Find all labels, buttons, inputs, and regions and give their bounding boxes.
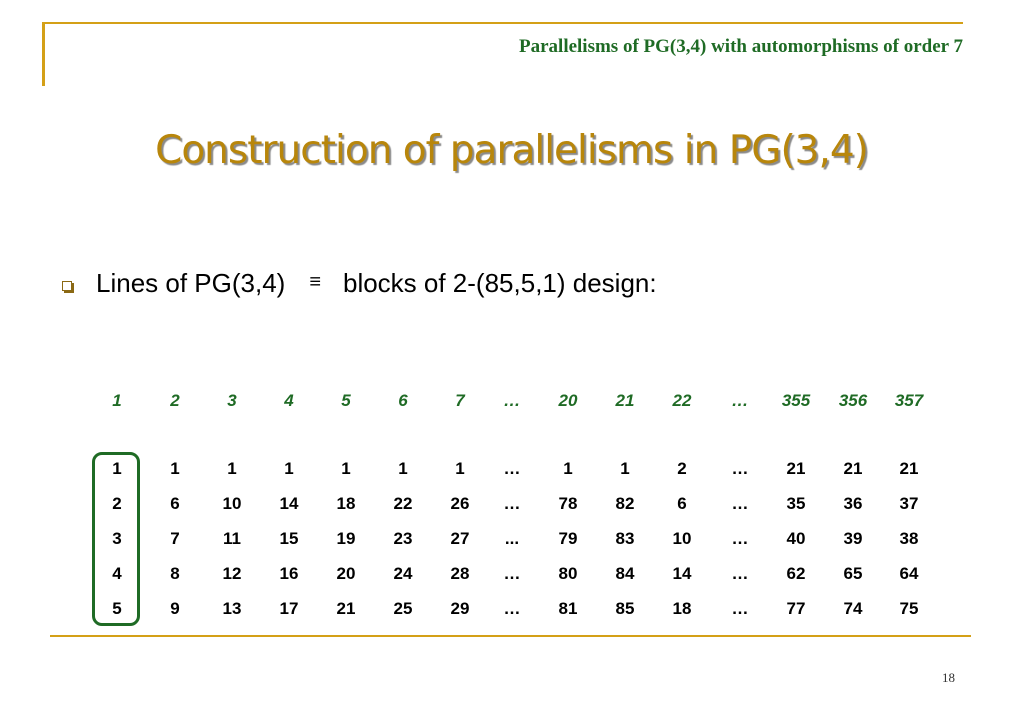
table-cell: … — [731, 494, 749, 513]
column-header: 5 — [341, 391, 351, 410]
table-cell: 82 — [615, 494, 635, 513]
table-cell: … — [731, 529, 749, 548]
slide-title: Construction of parallelisms in PG(3,4) — [155, 128, 868, 173]
table-cell: 1 — [170, 459, 180, 478]
table-cell: … — [503, 599, 521, 618]
table-cell: 64 — [899, 564, 919, 583]
table-cell: 19 — [336, 529, 356, 548]
table-cell: 29 — [450, 599, 470, 618]
table-cell: 22 — [393, 494, 413, 513]
table-cell: 79 — [558, 529, 578, 548]
column-header: 7 — [455, 391, 465, 410]
table-cell: 62 — [786, 564, 806, 583]
table-cell: 84 — [615, 564, 635, 583]
table-cell: 1 — [227, 459, 237, 478]
table-cell: 1 — [398, 459, 408, 478]
table-cell: 77 — [786, 599, 806, 618]
table-cell: 35 — [786, 494, 806, 513]
column-header: … — [503, 391, 521, 410]
table-cell: 18 — [672, 599, 692, 618]
column-header: 356 — [838, 391, 868, 410]
table-cell: 7 — [170, 529, 180, 548]
equivalence-symbol: ≡ — [309, 271, 321, 293]
table-cell: 24 — [393, 564, 413, 583]
column-header: … — [731, 391, 749, 410]
table-cell: 1 — [455, 459, 465, 478]
table-cell: 11 — [223, 529, 241, 548]
table-cell: 78 — [558, 494, 578, 513]
table-cell: 13 — [222, 599, 242, 618]
table-cell: 1 — [284, 459, 294, 478]
column-header: 355 — [781, 391, 811, 410]
table-cell: 21 — [843, 459, 863, 478]
table-cell: … — [503, 494, 521, 513]
column-header: 357 — [894, 391, 924, 410]
table-cell: 9 — [170, 599, 180, 618]
table-cell: 6 — [677, 494, 687, 513]
frame-top-border — [42, 22, 963, 24]
table-cell: 4 — [112, 564, 122, 583]
table-cell: 3 — [112, 529, 122, 548]
page-number: 18 — [942, 670, 955, 685]
bullet-text-right: blocks of 2-(85,5,1) design: — [342, 268, 657, 298]
table-cell: 65 — [843, 564, 863, 583]
table-cell: 40 — [786, 529, 806, 548]
table-cell: 83 — [615, 529, 635, 548]
column-header: 6 — [398, 391, 408, 410]
table-cell: 27 — [450, 529, 470, 548]
table-cell: 21 — [899, 459, 919, 478]
table-cell: 38 — [899, 529, 919, 548]
table-cell: 80 — [558, 564, 578, 583]
table-cell: 26 — [450, 494, 470, 513]
column-header: 1 — [112, 391, 122, 410]
bullet-text — [96, 268, 657, 299]
table-cell: … — [503, 459, 521, 478]
table-cell: … — [731, 564, 749, 583]
bullet-text-left: Lines of PG(3,4) — [96, 268, 286, 298]
table-cell: 6 — [170, 494, 180, 513]
table-cell: 15 — [279, 529, 299, 548]
table-cell: 12 — [222, 564, 242, 583]
table-cell: 21 — [336, 599, 356, 618]
square-bullet-icon — [62, 281, 72, 291]
table-cell: 5 — [112, 599, 122, 618]
bottom-rule — [50, 635, 971, 637]
column-header: 2 — [170, 391, 180, 410]
table-cell: 1 — [563, 459, 573, 478]
table-cell: 17 — [279, 599, 299, 618]
table-cell: 18 — [336, 494, 356, 513]
table-cell: 39 — [843, 529, 863, 548]
first-block-highlight — [92, 452, 140, 626]
table-cell: 1 — [341, 459, 351, 478]
table-cell: 81 — [558, 599, 578, 618]
table-cell: 1 — [112, 459, 122, 478]
table-cell: 85 — [615, 599, 635, 618]
table-cell: ... — [504, 529, 520, 548]
table-cell: 75 — [899, 599, 919, 618]
table-cell: … — [731, 459, 749, 478]
table-cell: 8 — [170, 564, 180, 583]
column-header: 22 — [672, 391, 692, 410]
table-cell: 14 — [279, 494, 299, 513]
column-header: 4 — [284, 391, 294, 410]
header-title: Parallelisms of PG(3,4) with automorphisms of order 7 — [519, 36, 963, 57]
table-cell: 23 — [393, 529, 413, 548]
table-cell: 28 — [450, 564, 470, 583]
table-cell: 16 — [279, 564, 299, 583]
table-cell: 10 — [222, 494, 242, 513]
table-cell: … — [503, 564, 521, 583]
table-cell: 1 — [620, 459, 630, 478]
table-cell: 37 — [899, 494, 919, 513]
table-cell: 2 — [112, 494, 122, 513]
table-cell: 14 — [672, 564, 692, 583]
table-cell: 36 — [843, 494, 863, 513]
table-cell: 20 — [336, 564, 356, 583]
table-cell: 10 — [672, 529, 692, 548]
column-header: 21 — [615, 391, 635, 410]
column-header: 20 — [558, 391, 578, 410]
frame-left-border — [42, 22, 45, 86]
table-cell: … — [731, 599, 749, 618]
table-cell: 2 — [677, 459, 687, 478]
column-header: 3 — [227, 391, 237, 410]
table-cell: 21 — [786, 459, 806, 478]
table-cell: 25 — [393, 599, 413, 618]
table-cell: 74 — [843, 599, 863, 618]
